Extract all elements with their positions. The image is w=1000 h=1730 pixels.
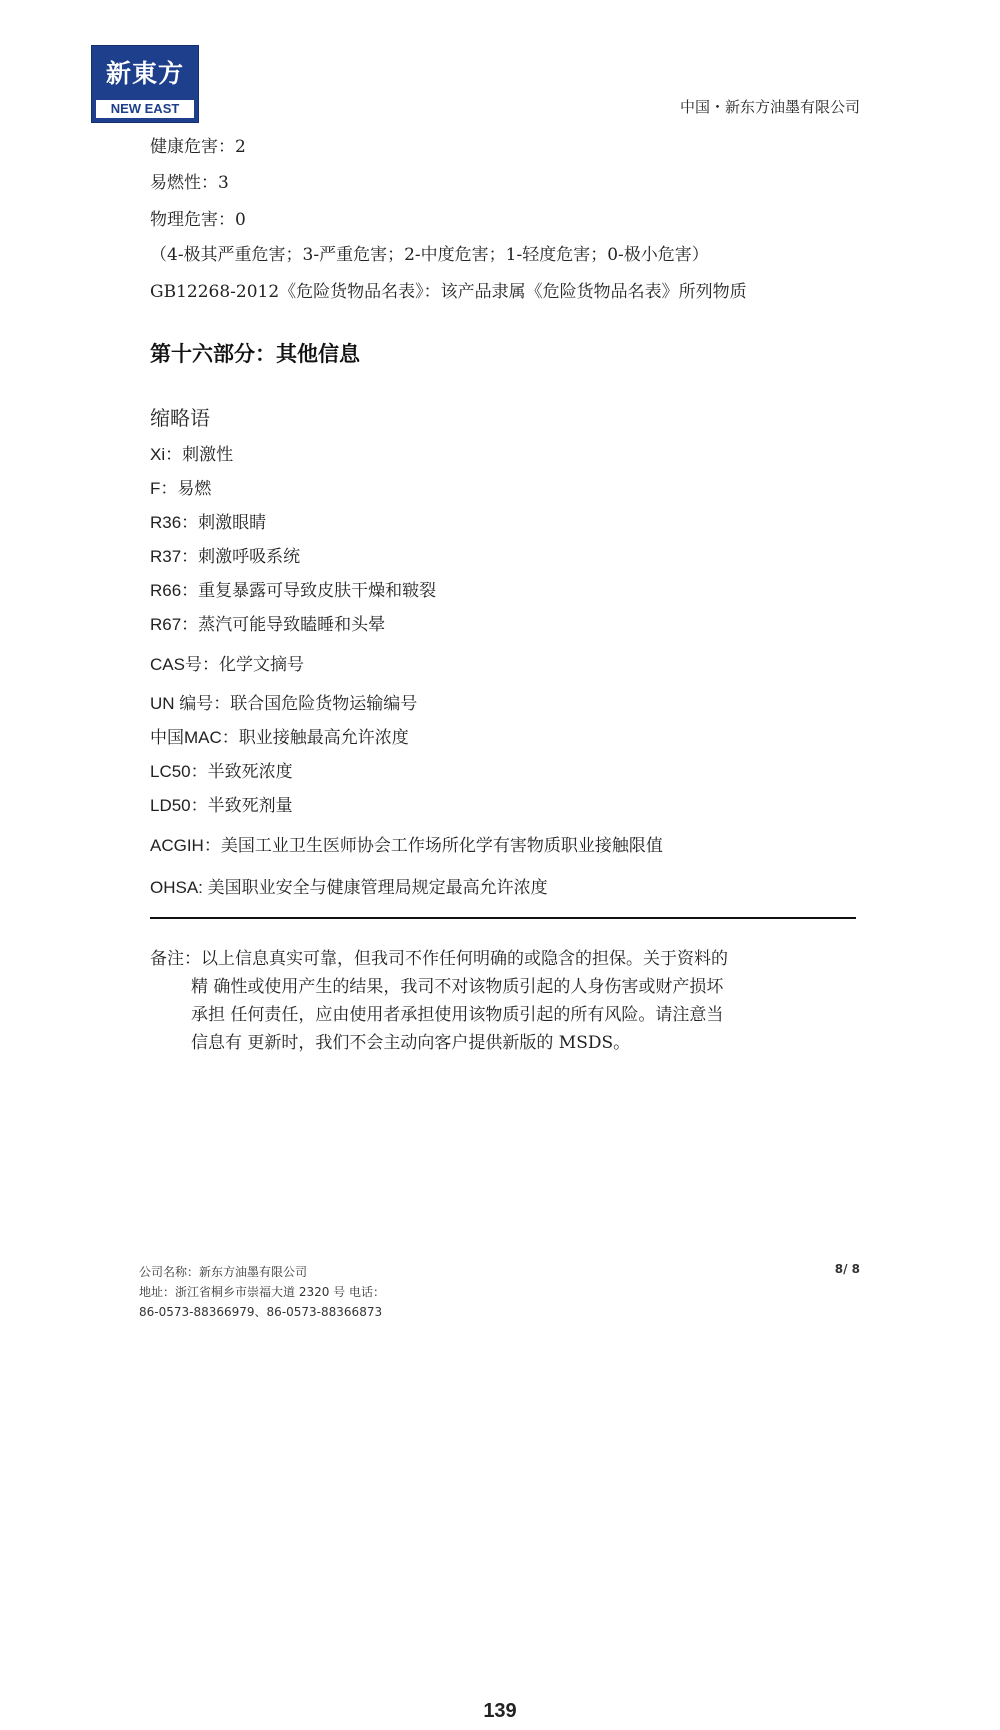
hazard-flammability: 易燃性：3 <box>150 173 229 193</box>
remark-line: 承担 任何责任，应由使用者承担使用该物质引起的所有风险。请注意当 <box>191 1005 724 1025</box>
section-divider <box>150 917 856 919</box>
header-company-name: 中国・新东方油墨有限公司 <box>679 98 860 116</box>
hazard-regulation: GB12268-2012《危险货物品名表》：该产品隶属《危险货物品名表》所列物质 <box>150 282 747 302</box>
abbrev-r37: R37：刺激呼吸系统 <box>150 547 301 566</box>
footer-phone: 86-0573-88366979、86-0573-88366873 <box>139 1305 383 1319</box>
section-title: 第十六部分：其他信息 <box>150 341 360 366</box>
logo-chinese-text: 新東方 <box>105 59 184 88</box>
abbrev-mac: 中国MAC：职业接触最高允许浓度 <box>150 728 409 747</box>
page-number: 139 <box>483 1700 517 1722</box>
abbrev-r36: R36：刺激眼睛 <box>150 513 267 532</box>
abbreviations-heading: 缩略语 <box>150 408 210 430</box>
brand-logo <box>91 45 199 123</box>
abbrev-ohsa: OHSA: 美国职业安全与健康管理局规定最高允许浓度 <box>150 878 548 897</box>
abbrev-cas: CAS号：化学文摘号 <box>150 655 304 674</box>
footer-address: 地址：浙江省桐乡市崇福大道 2320 号 电话： <box>139 1285 385 1299</box>
abbrev-lc50: LC50：半致死浓度 <box>150 762 293 781</box>
abbrev-r67: R67：蒸汽可能导致瞌睡和头晕 <box>150 615 386 634</box>
abbrev-r66: R66：重复暴露可导致皮肤干燥和皲裂 <box>150 581 437 600</box>
abbrev-ld50: LD50：半致死剂量 <box>150 796 293 815</box>
footer-company: 公司名称：新东方油墨有限公司 <box>139 1265 308 1279</box>
abbrev-un: UN 编号：联合国危险货物运输编号 <box>150 694 418 713</box>
remark-line: 备注：以上信息真实可靠，但我司不作任何明确的或隐含的担保。关于资料的 <box>150 949 728 969</box>
disclaimer-remark <box>150 945 850 1057</box>
logo-english-text: NEW EAST <box>96 100 194 118</box>
hazard-scale-note: （4-极其严重危害；3-严重危害；2-中度危害；1-轻度危害；0-极小危害） <box>150 245 709 265</box>
hazard-physical: 物理危害：0 <box>150 210 246 230</box>
abbrev-xi: Xi：刺激性 <box>150 445 234 464</box>
remark-line: 信息有 更新时，我们不会主动向客户提供新版的 MSDS。 <box>191 1033 631 1053</box>
hazard-health: 健康危害：2 <box>150 137 246 157</box>
remark-line: 精 确性或使用产生的结果，我司不对该物质引起的人身伤害或财产损坏 <box>191 977 724 997</box>
abbrev-f: F：易燃 <box>150 479 212 498</box>
abbrev-acgih: ACGIH：美国工业卫生医师协会工作场所化学有害物质职业接触限值 <box>150 836 663 855</box>
page-of-total: 8/ 8 <box>834 1262 860 1276</box>
